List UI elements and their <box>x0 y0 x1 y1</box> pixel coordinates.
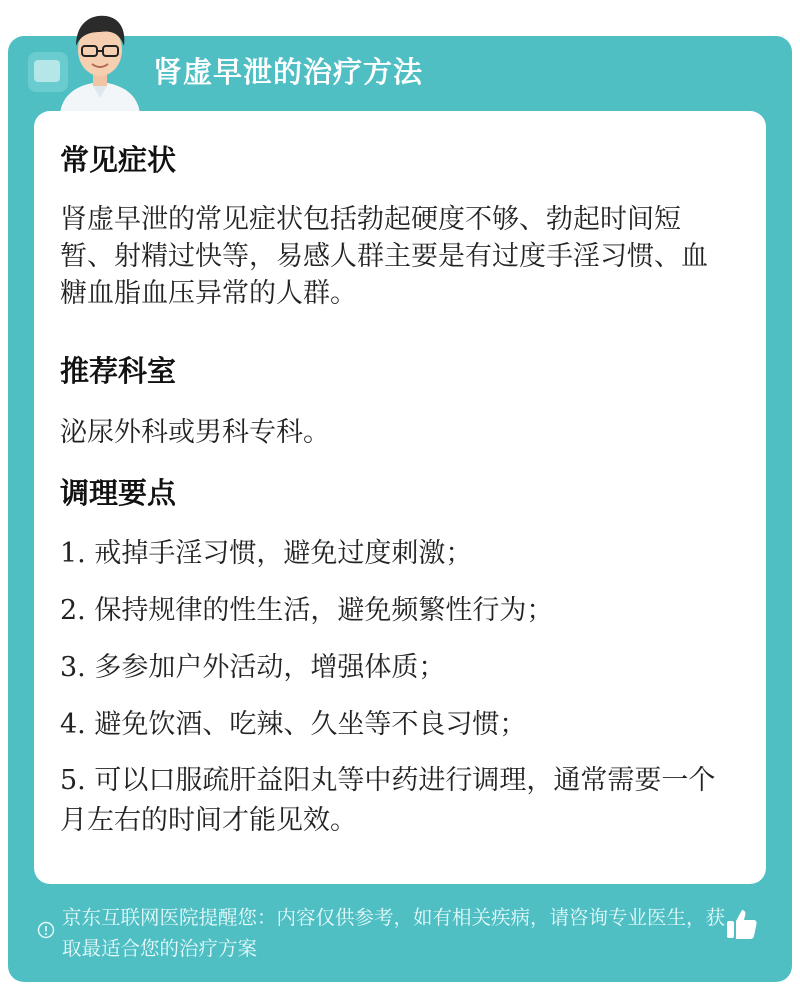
section-title-care: 调理要点 <box>60 476 177 510</box>
list-number: 2. <box>60 595 86 626</box>
list-number: 3. <box>60 652 86 683</box>
info-icon <box>37 921 55 939</box>
list-item <box>60 533 730 575</box>
list-text: 避免饮酒、吃辣、久坐等不良习惯； <box>94 709 527 740</box>
section-title-symptoms: 常见症状 <box>60 143 177 177</box>
list-item <box>60 590 730 632</box>
list-number: 4. <box>60 709 86 740</box>
symptoms-text: 肾虚早泄的常见症状包括勃起硬度不够、勃起时间短暂、射精过快等，易感人群主要是有过度手淫习惯、血糖血脂血压异常的人群。 <box>60 204 708 309</box>
list-number: 5. <box>60 765 86 796</box>
thumbs-up-icon[interactable] <box>724 906 760 942</box>
list-item <box>60 704 730 746</box>
list-text: 戒掉手淫习惯，避免过度刺激； <box>94 538 473 569</box>
list-number: 1. <box>60 538 86 569</box>
disclaimer-text: 京东互联网医院提醒您：内容仅供参考，如有相关疾病，请咨询专业医生，获取最适合您的治疗方案 <box>62 906 726 960</box>
list-text: 多参加户外活动，增强体质； <box>94 652 446 683</box>
list-text: 保持规律的性生活，避免频繁性行为； <box>94 595 554 626</box>
list-item <box>60 647 730 689</box>
list-item <box>60 761 730 841</box>
section-title-department: 推荐科室 <box>60 354 177 388</box>
department-text: 泌尿外科或男科专科。 <box>60 417 330 448</box>
page-title: 肾虚早泄的治疗方法 <box>153 55 424 89</box>
list-text: 可以口服疏肝益阳丸等中药进行调理，通常需要一个月左右的时间才能见效。 <box>60 765 716 836</box>
